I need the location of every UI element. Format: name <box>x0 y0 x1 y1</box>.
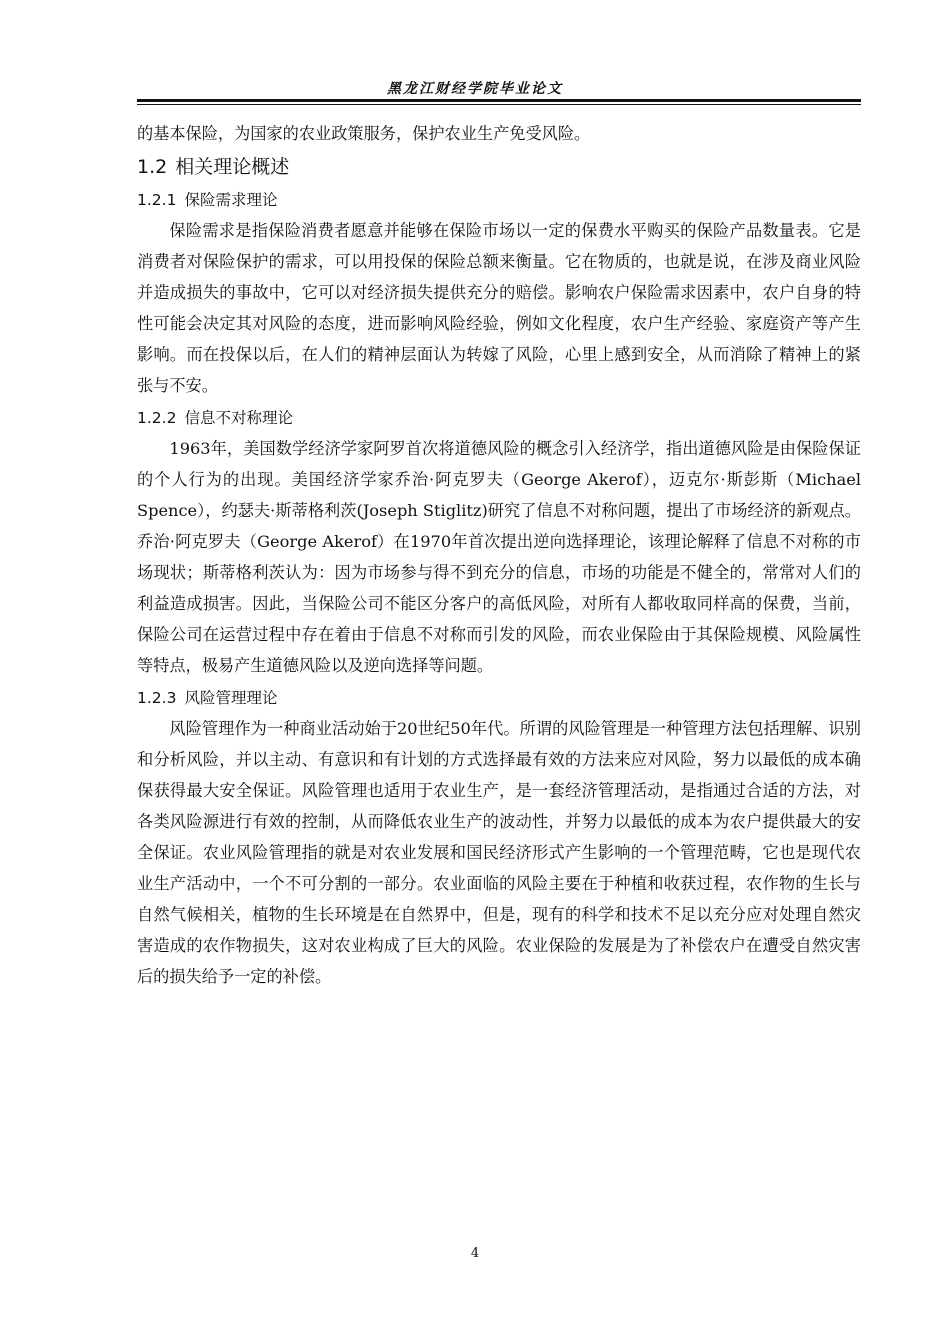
section-heading-1-2 <box>137 151 861 183</box>
paragraph-information-asymmetry: 1963年，美国数学经济学家阿罗首次将道德风险的概念引入经济学，指出道德风险是由保险保证的个人行为的出现。美国经济学家乔治·阿克罗夫（George Akerof），迈克尔·斯彭斯（Michael Spence），约瑟夫·斯蒂格利茨(Joseph Stiglitz)研究了信息不对称问题，提出了市场经济的新观点。乔治·阿克罗夫（George Akerof）在1970年首次提出逆向选择理论，该理论解释了信息不对称的市场现状；斯蒂格利茨认为：因为市场参与得不到充分的信息，市场的功能是不健全的，常常对人们的利益造成损害。因此，当保险公司不能区分客户的高低风险，对所有人都收取同样高的保费，当前，保险公司在运营过程中存在着由于信息不对称而引发的风险，而农业保险由于其保险规模、风险属性等特点，极易产生道德风险以及逆向选择等问题。 <box>137 439 861 675</box>
subsection-title: 信息不对称理论 <box>184 409 293 427</box>
subsection-title: 风险管理理论 <box>184 689 278 707</box>
page-number: 4 <box>470 1246 480 1261</box>
paragraph-risk-management: 风险管理作为一种商业活动始于20世纪50年代。所谓的风险管理是一种管理方法包括理解、识别和分析风险，并以主动、有意识和有计划的方式选择最有效的方法来应对风险，努力以最低的成本确保获得最大安全保证。风险管理也适用于农业生产，是一套经济管理活动，是指通过合适的方法，对各类风险源进行有效的控制，从而降低农业生产的波动性，并努力以最低的成本为农户提供最大的安全保证。农业风险管理指的就是对农业发展和国民经济形式产生影响的一个管理范畴，它也是现代农业生产活动中，一个不可分割的一部分。农业面临的风险主要在于种植和收获过程，农作物的生长与自然气候相关，植物的生长环境是在自然界中，但是，现有的科学和技术不足以充分应对处理自然灾害造成的农作物损失，这对农业构成了巨大的风险。农业保险的发展是为了补偿农户在遭受自然灾害后的损失给予一定的补偿。 <box>137 719 861 986</box>
section-title: 相关理论概述 <box>175 156 290 178</box>
header-rule-thin <box>137 104 861 105</box>
subsection-number: 1.2.1 <box>137 191 177 209</box>
page-body <box>137 118 861 992</box>
subsection-number: 1.2.2 <box>137 409 177 427</box>
header-rule-thick <box>137 99 861 102</box>
subsection-heading-1-2-3 <box>137 683 861 713</box>
subsection-heading-1-2-2 <box>137 403 861 433</box>
subsection-heading-1-2-1 <box>137 185 861 215</box>
paragraph-insurance-demand: 保险需求是指保险消费者愿意并能够在保险市场以一定的保费水平购买的保险产品数量表。它是消费者对保险保护的需求，可以用投保的保险总额来衡量。它在物质的，也就是说，在涉及商业风险并造成损失的事故中，它可以对经济损失提供充分的赔偿。影响农户保险需求因素中，农户自身的特性可能会决定其对风险的态度，进而影响风险经验，例如文化程度，农户生产经验、家庭资产等产生影响。而在投保以后，在人们的精神层面认为转嫁了风险，心里上感到安全，从而消除了精神上的紧张与不安。 <box>137 221 861 395</box>
section-number: 1.2 <box>137 156 168 178</box>
subsection-title: 保险需求理论 <box>184 191 278 209</box>
subsection-number: 1.2.3 <box>137 689 177 707</box>
running-header: 黑龙江财经学院毕业论文 <box>387 81 563 97</box>
continuation-paragraph: 的基本保险，为国家的农业政策服务，保护农业生产免受风险。 <box>137 124 591 143</box>
